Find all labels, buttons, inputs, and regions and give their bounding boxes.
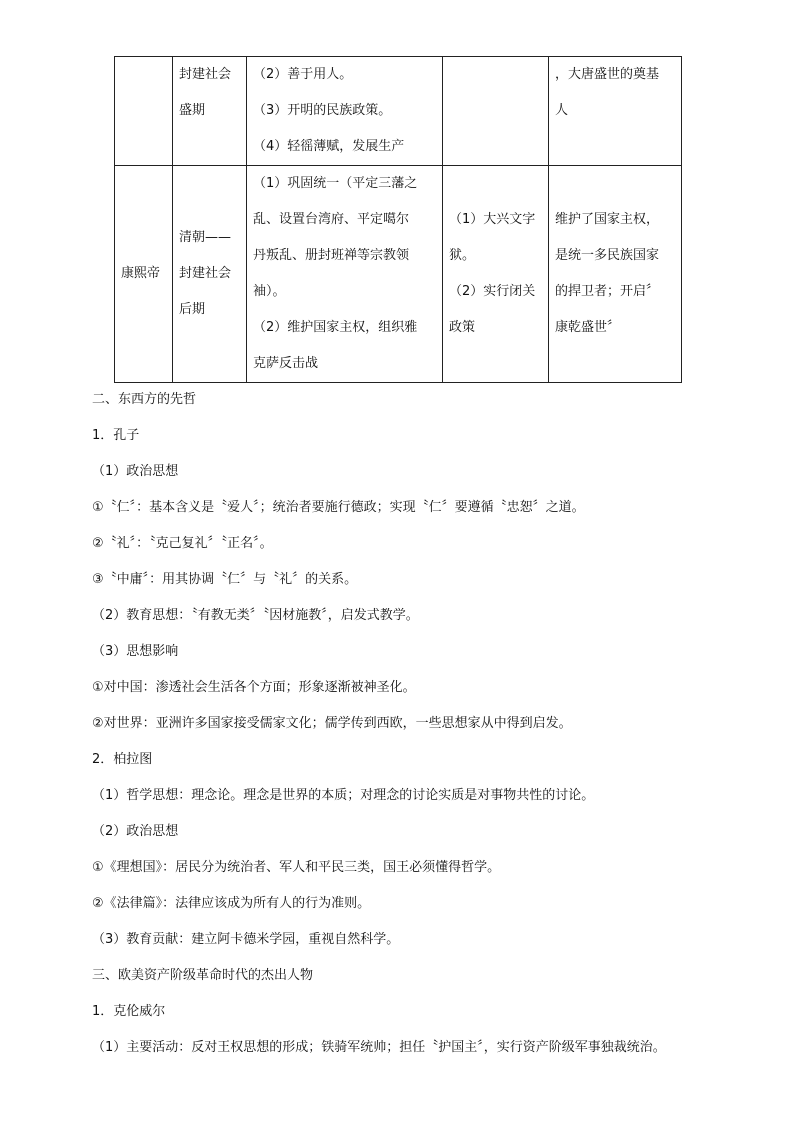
evaluation-cell (549, 57, 682, 166)
subsection-heading: 2．柏拉图 (92, 752, 153, 767)
era-line: 封建社会 (179, 67, 232, 82)
paragraph: （3）思想影响 (92, 644, 179, 659)
subsection-heading: 1．孔子 (92, 428, 140, 443)
paragraph: ①对中国：渗透社会生活各个方面；形象逐渐被神圣化。 (92, 680, 416, 695)
evaluation-line: 人 (555, 103, 569, 118)
paragraph: （1）哲学思想：理念论。理念是世界的本质；对理念的讨论实质是对事物共性的讨论。 (92, 788, 595, 803)
achievement-line: 乱、设置台湾府、平定噶尔 (253, 212, 410, 227)
subsection-heading: 1．克伦威尔 (92, 1004, 166, 1019)
era-cell (173, 57, 247, 166)
section-heading: 二、东西方的先哲 (92, 392, 197, 407)
person-cell (115, 166, 173, 383)
evaluation-line: ，大唐盛世的奠基 (555, 67, 660, 82)
achievement-line: 丹叛乱、册封班禅等宗教领 (253, 248, 410, 263)
paragraph: ②对世界：亚洲许多国家接受儒家文化；儒学传到西欧，一些思想家从中得到启发。 (92, 716, 572, 731)
achievement-line: （1）巩固统一（平定三藩之 (253, 176, 418, 191)
achievement-line: （2）善于用人。 (253, 67, 353, 82)
flaw-line: （1）大兴文字 (449, 212, 536, 227)
flaw-line: （2）实行闭关 (449, 284, 536, 299)
paragraph: ②《法律篇》：法律应该成为所有人的行为准则。 (92, 896, 371, 911)
evaluation-line: 是统一多民族国家 (555, 248, 660, 263)
achievements-cell (247, 166, 443, 383)
flaw-line: 狱。 (449, 248, 476, 263)
achievement-line: 袖）。 (253, 284, 286, 299)
person-name: 康熙帝 (121, 266, 161, 281)
paragraph: （2）教育思想：〝有教无类〞〝因材施教〞，启发式教学。 (92, 608, 419, 623)
paragraph: ①〝仁〞：基本含义是〝爱人〞；统治者要施行德政；实现〝仁〞要遵循〝忠恕〞之道。 (92, 500, 585, 515)
evaluation-line: 的捍卫者；开启〞 (555, 284, 660, 299)
era-line: 盛期 (179, 103, 206, 118)
era-line: 清朝—— (179, 230, 232, 245)
paragraph: （2）政治思想 (92, 824, 179, 839)
evaluation-line: 康乾盛世〞 (555, 320, 621, 335)
evaluation-line: 维护了国家主权， (555, 212, 660, 227)
achievement-line: （2）维护国家主权，组织雅 (253, 320, 418, 335)
historical-figures-table (114, 56, 682, 383)
table-row (115, 57, 682, 166)
paragraph: （1）政治思想 (92, 464, 179, 479)
paragraph: （3）教育贡献：建立阿卡德米学园，重视自然科学。 (92, 932, 400, 947)
paragraph: ①《理想国》：居民分为统治者、军人和平民三类，国王必须懂得哲学。 (92, 860, 501, 875)
flaw-line: 政策 (449, 320, 476, 335)
achievements-cell (247, 57, 443, 166)
era-line: 后期 (179, 302, 206, 317)
evaluation-cell (549, 166, 682, 383)
paragraph: ②〝礼〞：〝克己复礼〞〝正名〞。 (92, 536, 273, 551)
table-row (115, 166, 682, 383)
era-line: 封建社会 (179, 266, 232, 281)
flaws-cell (443, 166, 549, 383)
achievement-line: （3）开明的民族政策。 (253, 103, 392, 118)
person-cell (115, 57, 173, 166)
achievement-line: （4）轻徭薄赋，发展生产 (253, 139, 405, 154)
achievement-line: 克萨反击战 (253, 356, 319, 371)
section-heading: 三、欧美资产阶级革命时代的杰出人物 (92, 968, 314, 983)
paragraph: （1）主要活动：反对王权思想的形成；铁骑军统帅；担任〝护国主〞，实行资产阶级军事独裁统治。 (92, 1040, 666, 1055)
era-cell (173, 166, 247, 383)
document-body (92, 382, 742, 1066)
paragraph: ③〝中庸〞：用其协调〝仁〞与〝礼〞的关系。 (92, 572, 358, 587)
flaws-cell (443, 57, 549, 166)
